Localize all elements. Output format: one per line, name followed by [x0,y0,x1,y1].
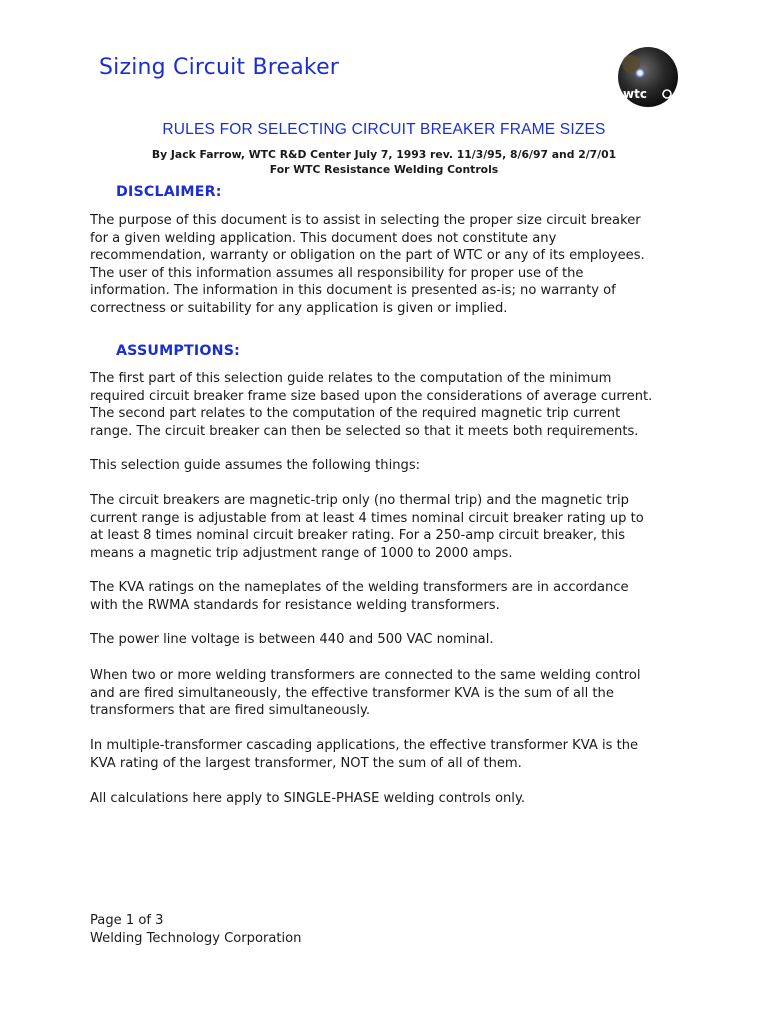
wtc-logo [617,46,679,108]
company-name: Welding Technology Corporation [90,931,302,946]
disclaimer-paragraph: The purpose of this document is to assist in selecting the proper size circuit breaker for a given welding application. This document does not constitute any recommendation, warranty or obligation on the part of WTC or any of its employees. The user of this information assumes all responsibility for proper use of the information. The information in this document is presented as-is; no warranty of correctness or suitability for any application is given or implied. [90,213,645,316]
audience-line: For WTC Resistance Welding Controls [269,163,499,176]
assumptions-paragraph: The KVA ratings on the nameplates of the welding transformers are in accordance with the RWMA standards for resistance welding transformers. [90,580,629,613]
assumptions-paragraph: All calculations here apply to SINGLE-PHASE welding controls only. [90,791,525,806]
assumptions-paragraph: In multiple-transformer cascading applications, the effective transformer KVA is the KVA rating of the largest transformer, NOT the sum of all of them. [90,738,639,771]
logo-text: wtc [623,87,647,101]
author-byline: By Jack Farrow, WTC R&D Center July 7, 1993 rev. 11/3/95, 8/6/97 and 2/7/01 [151,148,617,161]
assumptions-paragraph: The power line voltage is between 440 and 500 VAC nominal. [90,632,494,647]
assumptions-heading: ASSUMPTIONS: [116,343,240,359]
assumptions-paragraph: This selection guide assumes the following things: [90,458,421,473]
disclaimer-heading: DISCLAIMER: [116,184,222,200]
assumptions-paragraph: When two or more welding transformers are connected to the same welding control and are fired simultaneously, the effective transformer KVA is the sum of all the transformers that are fired simultaneously. [90,668,641,718]
assumptions-paragraph: The first part of this selection guide relates to the computation of the minimum required circuit breaker frame size based upon the considerations of average current. The second part relates to the computation of the required magnetic trip current range. The circuit breaker can then be selected so that it meets both requirements. [90,371,653,439]
document-title: Sizing Circuit Breaker [99,55,340,80]
main-heading: RULES FOR SELECTING CIRCUIT BREAKER FRAME SIZES [162,121,606,138]
page-number: Page 1 of 3 [90,913,164,928]
assumptions-paragraph: The circuit breakers are magnetic-trip only (no thermal trip) and the magnetic trip current range is adjustable from at least 4 times nominal circuit breaker rating up to at least 8 times nominal circuit breaker rating. For a 250-amp circuit breaker, this means a magnetic trip adjustment range of 1000 to 2000 amps. [90,493,644,561]
